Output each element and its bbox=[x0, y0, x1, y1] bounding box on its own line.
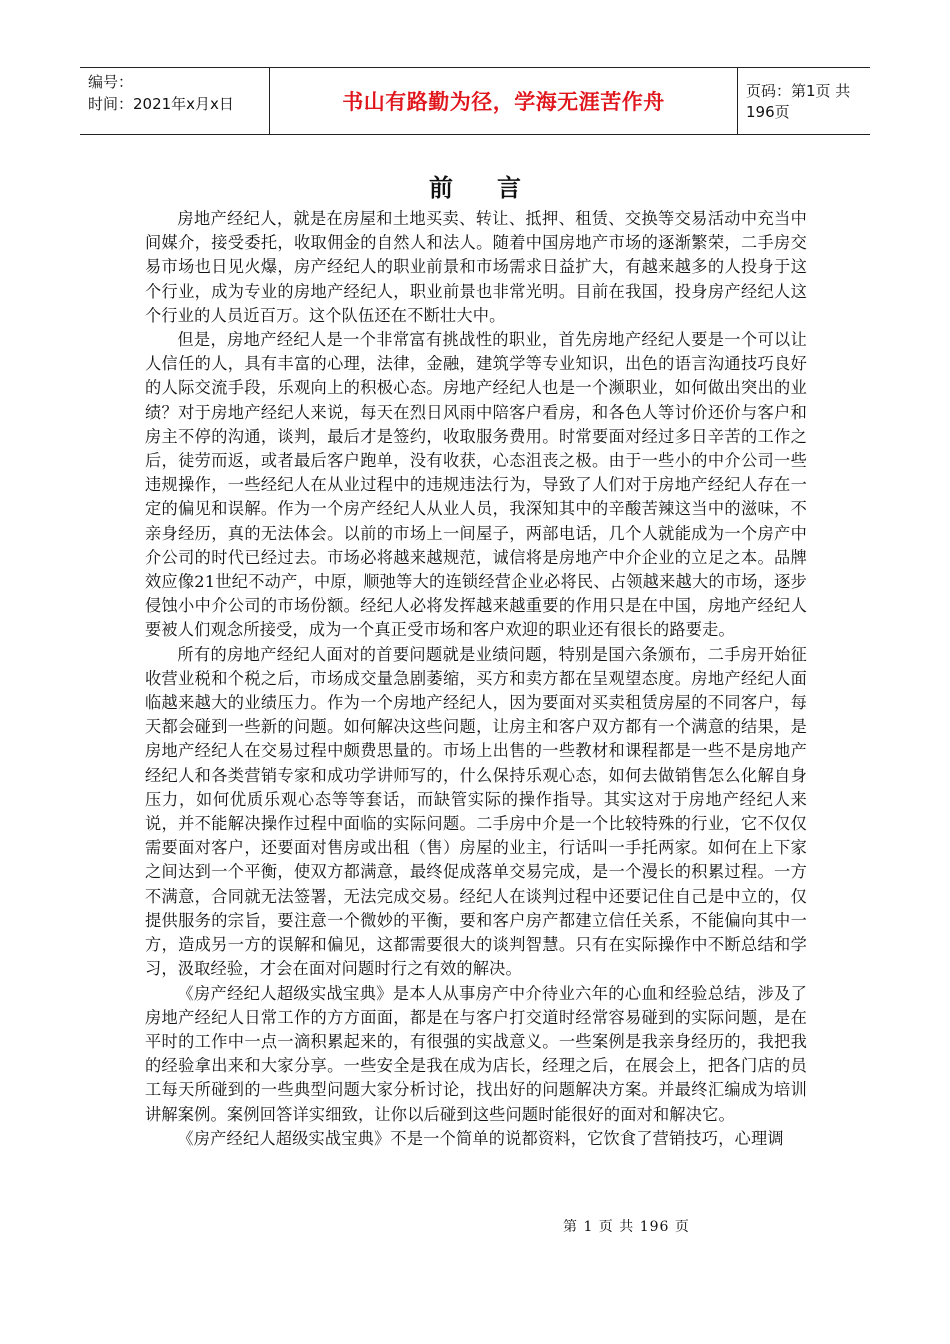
header-page-info: 页码：第1页 共196页 bbox=[746, 82, 851, 121]
paragraph-1: 房地产经纪人，就是在房屋和土地买卖、转让、抵押、租赁、交换等交易活动中充当中间媒介，接受委托，收取佣金的自然人和法人。随着中国房地产市场的逐渐繁荣，二手房交易市场也日见火爆，房产经纪人的职业前景和市场需求日益扩大，有越来越多的人投身于这个行业，成为专业的房地产经纪人，职业前景也非常光明。目前在我国，投身房产经纪人这个行业的人员近百万。这个队伍还在不断壮大中。 bbox=[145, 209, 807, 325]
page-title: 前言 bbox=[429, 173, 565, 202]
paragraph-5: 《房产经纪人超级实战宝典》不是一个简单的说都资料，它饮食了营销技巧，心理调 bbox=[177, 1128, 784, 1148]
paragraph-2: 但是，房地产经纪人是一个非常富有挑战性的职业，首先房地产经纪人要是一个可以让人信任的人，具有丰富的心理，法律，金融，建筑学等专业知识，出色的语言沟通技巧良好的人际交流手段，乐观向上的积极心态。房地产经纪人也是一个濒职业，如何做出突出的业绩？对于房地产经纪人来说，每天在烈日风雨中陪客户看房，和各色人等讨价还价与客户和房主不停的沟通，谈判，最后才是签约，收取服务费用。时常要面对经过多日辛苦的工作之后，徒劳而返，或者最后客户跑单，没有收获，心态沮丧之极。由于一些小的中介公司一些违规操作，一些经纪人在从业过程中的违规违法行为，导致了人们对于房地产经纪人存在一定的偏见和误解。作为一个房产经纪人从业人员，我深知其中的辛酸苦辣这当中的滋味，不亲身经历，真的无法体会。以前的市场上一间屋子，两部电话，几个人就能成为一个房产中介公司的时代已经过去。市场必将越来越规范，诚信将是房地产中介企业的立足之本。品牌效应像21世纪不动产，中原，顺弛等大的连锁经营企业必将民、占领越来越大的市场，逐步侵蚀小中介公司的市场份额。经纪人必将发挥越来越重要的作用只是在中国，房地产经纪人要被人们观念所接受，成为一个真正受市场和客户欢迎的职业还有很长的路要走。 bbox=[145, 330, 807, 640]
body-text bbox=[145, 207, 807, 1151]
number-label: 编号： bbox=[88, 73, 134, 91]
time-label: 时间：2021年x月x日 bbox=[88, 95, 234, 113]
header-motto: 书山有路勤为径，学海无涯苦作舟 bbox=[270, 68, 738, 134]
header-meta bbox=[80, 68, 270, 134]
paragraph-3: 所有的房地产经纪人面对的首要问题就是业绩问题，特别是国六条颁布，二手房开始征收营业税和个税之后，市场成交量急剧萎缩，买方和卖方都在呈观望态度。房地产经纪人面临越来越大的业绩压力。作为一个房地产经纪人，因为要面对买卖租赁房屋的不同客户，每天都会碰到一些新的问题。如何解决这些问题，让房主和客户双方都有一个满意的结果，是房地产经纪人在交易过程中颇费思量的。市场上出售的一些教材和课程都是一些不是房地产经纪人和各类营销专家和成功学讲师写的，什么保持乐观心态，如何去做销售怎么化解自身压力，如何优质乐观心态等等套话，而缺管实际的操作指导。其实这对于房地产经纪人来说，并不能解决操作过程中面临的实际问题。二手房中介是一个比较特殊的行业，它不仅仅需要面对客户，还要面对售房或出租（售）房屋的业主，行话叫一手托两家。如何在上下家之间达到一个平衡，使双方都满意，最终促成落单交易完成，是一个漫长的积累过程。一方不满意，合同就无法签署，无法完成交易。经纪人在谈判过程中还要记住自己是中立的，仅提供服务的宗旨，要注意一个微妙的平衡，要和客户房产都建立信任关系，不能偏向其中一方，造成另一方的误解和偏见，这都需要很大的谈判智慧。只有在实际操作中不断总结和学习，汲取经验，才会在面对问题时行之有效的解决。 bbox=[145, 644, 807, 979]
page-footer: 第 1 页 共 196 页 bbox=[563, 1219, 690, 1235]
document-header bbox=[80, 67, 870, 135]
paragraph-4: 《房产经纪人超级实战宝典》是本人从事房产中介待业六年的心血和经验总结，涉及了房地产经纪人日常工作的方方面面，都是在与客户打交道时经常容易碰到的实际问题，是在平时的工作中一点一滴积累起来的，有很强的实战意义。一些案例是我亲身经历的，我把我的经验拿出来和大家分享。一些安全是我在成为店长，经理之后，在展会上，把各门店的员工每天所碰到的一些典型问题大家分析讨论，找出好的问题解决方案。并最终汇编成为培训讲解案例。案例回答详实细致，让你以后碰到这些问题时能很好的面对和解决它。 bbox=[145, 983, 807, 1124]
